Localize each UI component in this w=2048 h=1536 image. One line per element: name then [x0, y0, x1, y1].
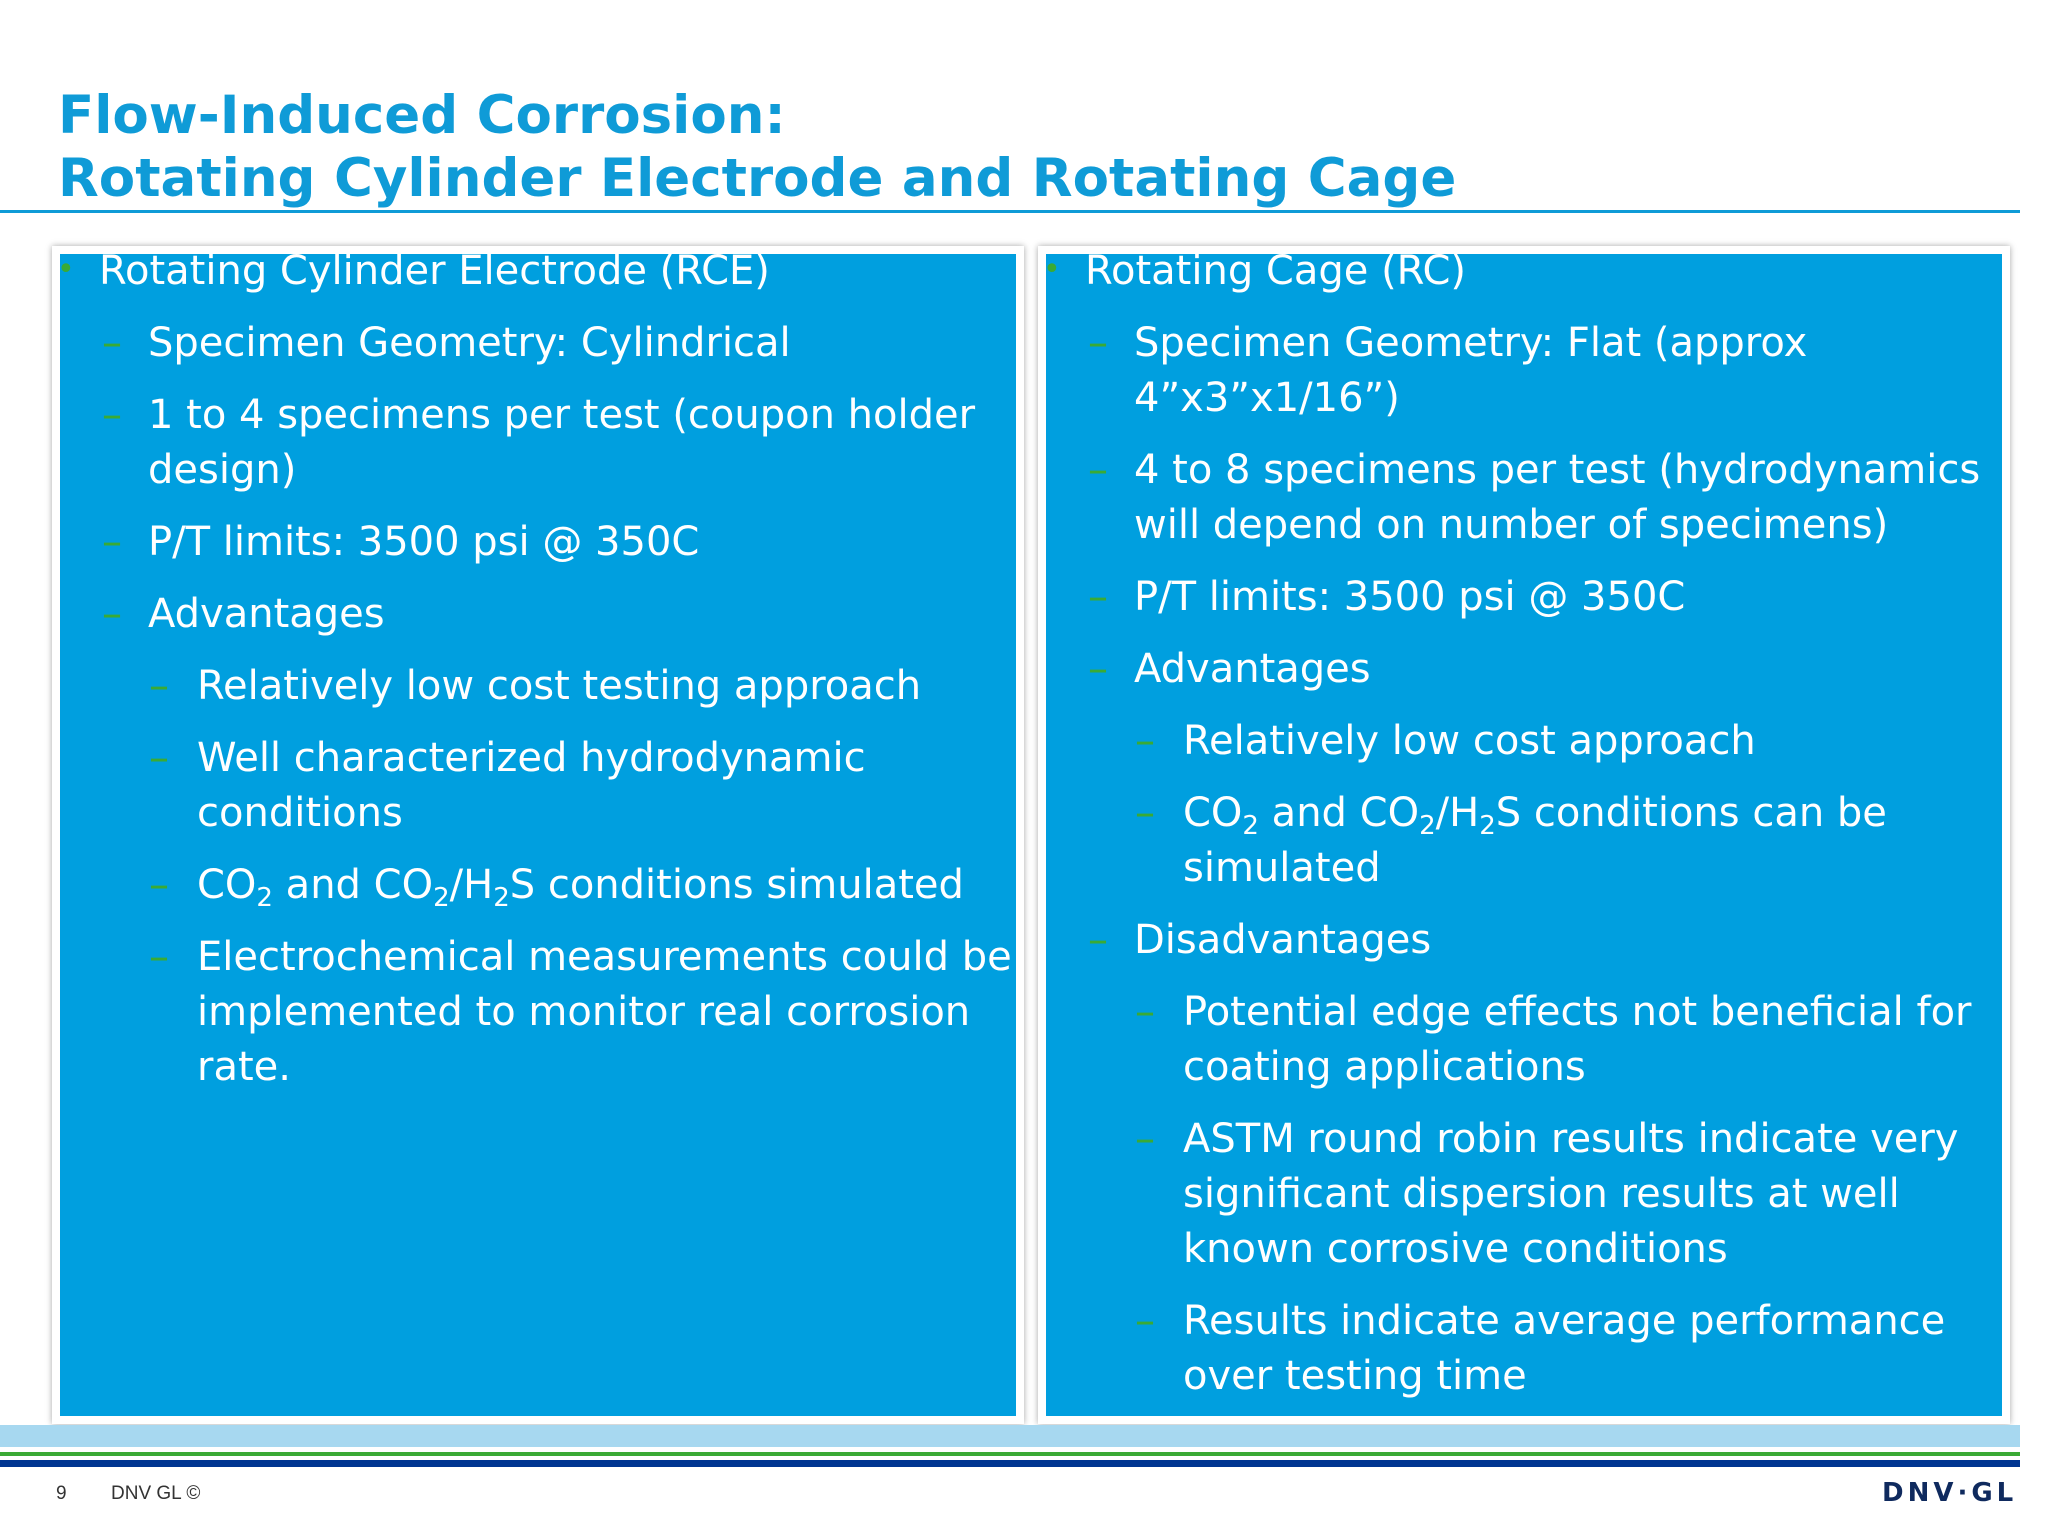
footer-green-stripe: [0, 1452, 2020, 1456]
rc-heading: • Rotating Cage (RC): [1038, 244, 1998, 299]
list-item: – Relatively low cost testing approach: [149, 663, 922, 709]
dnv-gl-logo: DNV·GL: [1882, 1478, 2018, 1508]
title-line-2: Rotating Cylinder Electrode and Rotating Cage: [58, 148, 1457, 209]
list-item: – P/T limits: 3500 psi @ 350C: [1088, 574, 1686, 620]
rc-content: [1038, 244, 1998, 1421]
list-item: – Electrochemical measurements could be implemented to monitor real corrosion rate.: [149, 934, 1012, 1090]
footer-light-band: [0, 1425, 2020, 1447]
list-item: – 1 to 4 specimens per test (coupon holder design): [102, 392, 976, 493]
list-item: – P/T limits: 3500 psi @ 350C: [102, 519, 700, 565]
list-item: – ASTM round robin results indicate very significant dispersion results at well known corrosive conditions: [1135, 1116, 1959, 1272]
list-item: – Relatively low cost approach: [1135, 718, 1756, 764]
rce-content: [52, 244, 1012, 1112]
list-item: – Advantages: [1088, 646, 1371, 692]
list-item: – Well characterized hydrodynamic conditions: [149, 735, 866, 836]
list-item: – Potential edge effects not beneficial for coating applications: [1135, 989, 1972, 1090]
list-item: – Advantages: [102, 591, 385, 637]
title-line-1: Flow-Induced Corrosion:: [58, 85, 786, 146]
list-item: – Disadvantages: [1088, 917, 1432, 963]
list-item: – $CO_2$ and $CO_2/H_2S$ conditions simulated: [149, 862, 964, 913]
slide-title: [58, 84, 1456, 210]
rce-heading: • Rotating Cylinder Electrode (RCE): [52, 244, 1012, 299]
footer-blue-stripe: [0, 1460, 2020, 1467]
rce-list: [52, 244, 1012, 1095]
list-item: – Results indicate average performance over testing time: [1135, 1298, 1946, 1399]
list-item: – Specimen Geometry: Cylindrical: [102, 320, 791, 366]
list-item: – $CO_2$ and $CO_2/H_2S$ conditions can be simulated: [1135, 790, 1887, 891]
occluded-mark: [1024, 1376, 1036, 1414]
list-item: – Specimen Geometry: Flat (approx 4”x3”x1/16”): [1088, 320, 1808, 421]
copyright-text: DNV GL ©: [111, 1483, 201, 1504]
title-divider: [0, 210, 2020, 213]
page-number: 9: [56, 1483, 67, 1504]
rc-list: [1038, 244, 1998, 1404]
list-item: – 4 to 8 specimens per test (hydrodynamics will depend on number of specimens): [1088, 447, 1981, 548]
